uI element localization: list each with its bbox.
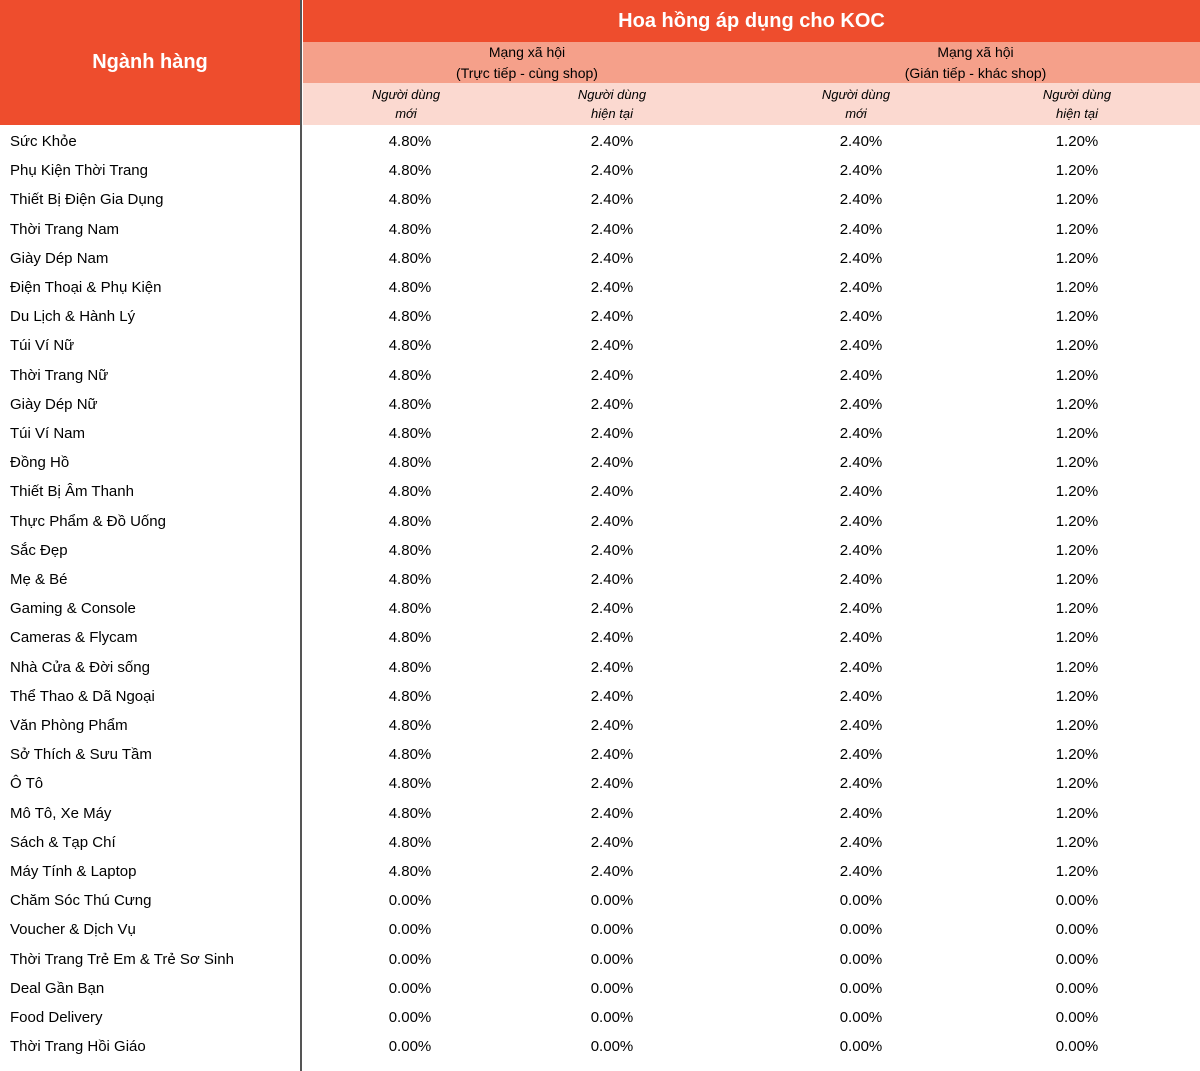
direct-new-user-cell: 4.80% xyxy=(388,542,432,559)
indirect-new-user-cell: 2.40% xyxy=(839,396,883,413)
category-header-label: Ngành hàng xyxy=(92,51,208,73)
indirect-new-user-cell: 0.00% xyxy=(839,980,883,997)
direct-new-user-cell: 4.80% xyxy=(388,454,432,471)
indirect-new-user-cell: 2.40% xyxy=(839,542,883,559)
category-name: Sức Khỏe xyxy=(10,133,77,150)
table-row xyxy=(0,566,1200,595)
indirect-existing-user-cell: 1.20% xyxy=(1055,250,1099,267)
table-row xyxy=(0,654,1200,683)
indirect-new-user-cell: 2.40% xyxy=(839,746,883,763)
category-name: Văn Phòng Phẩm xyxy=(10,717,128,734)
direct-new-user-cell: 4.80% xyxy=(388,483,432,500)
indirect-new-user-cell: 2.40% xyxy=(839,308,883,325)
indirect-existing-user-cell: 1.20% xyxy=(1055,746,1099,763)
direct-existing-user-cell: 2.40% xyxy=(590,425,634,442)
direct-new-user-cell: 4.80% xyxy=(388,308,432,325)
direct-existing-user-cell: 2.40% xyxy=(590,513,634,530)
table-row xyxy=(0,274,1200,303)
direct-existing-user-cell: 2.40% xyxy=(590,600,634,617)
direct-new-user-cell: 0.00% xyxy=(388,1009,432,1026)
category-name: Ô Tô xyxy=(10,775,44,792)
direct-existing-user-cell: 2.40% xyxy=(590,396,634,413)
direct-new-user-cell: 0.00% xyxy=(388,1038,432,1055)
indirect-new-user-cell: 2.40% xyxy=(839,483,883,500)
direct-existing-user-cell: 2.40% xyxy=(590,221,634,238)
direct-new-user-cell: 4.80% xyxy=(388,746,432,763)
table-row xyxy=(0,537,1200,566)
table-row xyxy=(0,858,1200,887)
sub-header-line1: Người dùng xyxy=(371,87,441,102)
table-row xyxy=(0,887,1200,916)
table-row xyxy=(0,332,1200,361)
direct-new-user-cell: 4.80% xyxy=(388,513,432,530)
table-row xyxy=(0,157,1200,186)
direct-existing-user-cell: 2.40% xyxy=(590,483,634,500)
direct-new-user-cell: 4.80% xyxy=(388,629,432,646)
table-row xyxy=(0,800,1200,829)
table-row xyxy=(0,478,1200,507)
category-name: Thiết Bị Điện Gia Dụng xyxy=(10,191,164,208)
indirect-existing-user-cell: 0.00% xyxy=(1055,1038,1099,1055)
indirect-existing-user-cell: 0.00% xyxy=(1055,921,1099,938)
category-name: Cameras & Flycam xyxy=(10,629,138,646)
indirect-new-user-cell: 2.40% xyxy=(839,221,883,238)
category-name: Thời Trang Nữ xyxy=(10,367,109,384)
indirect-new-user-cell: 0.00% xyxy=(839,1009,883,1026)
indirect-new-user-cell: 2.40% xyxy=(839,805,883,822)
table-row xyxy=(0,391,1200,420)
user-type-header-row xyxy=(303,83,1200,125)
category-name: Thời Trang Trẻ Em & Trẻ Sơ Sinh xyxy=(10,951,234,968)
indirect-existing-user-cell: 1.20% xyxy=(1055,221,1099,238)
table-row xyxy=(0,186,1200,215)
indirect-social-group-header xyxy=(751,42,1200,83)
indirect-new-user-cell: 2.40% xyxy=(839,717,883,734)
category-name: Mẹ & Bé xyxy=(10,571,68,588)
direct-existing-user-cell: 2.40% xyxy=(590,775,634,792)
table-row xyxy=(0,216,1200,245)
direct-social-group-header xyxy=(303,42,751,83)
indirect-new-user-cell: 2.40% xyxy=(839,133,883,150)
category-name: Du Lịch & Hành Lý xyxy=(10,308,136,325)
indirect-new-user-cell: 2.40% xyxy=(839,863,883,880)
sub-header-line2: hiện tại xyxy=(591,106,633,121)
direct-existing-user-cell: 2.40% xyxy=(590,250,634,267)
indirect-existing-user-cell: 1.20% xyxy=(1055,483,1099,500)
table-row xyxy=(0,624,1200,653)
direct-existing-user-cell: 2.40% xyxy=(590,191,634,208)
table-row xyxy=(0,420,1200,449)
table-row xyxy=(0,303,1200,332)
indirect-existing-user-cell: 1.20% xyxy=(1055,396,1099,413)
category-name: Thời Trang Hồi Giáo xyxy=(10,1038,146,1055)
indirect-existing-user-cell: 1.20% xyxy=(1055,600,1099,617)
indirect-new-user-cell: 0.00% xyxy=(839,921,883,938)
category-name: Máy Tính & Laptop xyxy=(10,863,137,880)
table-row xyxy=(0,1004,1200,1033)
direct-group-line1: Mạng xã hội xyxy=(488,43,566,60)
indirect-new-user-cell: 2.40% xyxy=(839,454,883,471)
category-name: Thực Phẩm & Đồ Uống xyxy=(10,513,166,530)
indirect-existing-user-cell: 1.20% xyxy=(1055,425,1099,442)
direct-new-user-cell: 4.80% xyxy=(388,659,432,676)
table-row xyxy=(0,946,1200,975)
category-name: Mô Tô, Xe Máy xyxy=(10,805,112,822)
direct-existing-user-cell: 0.00% xyxy=(590,921,634,938)
table-row xyxy=(0,712,1200,741)
category-name: Chăm Sóc Thú Cưng xyxy=(10,892,152,909)
direct-new-user-cell: 4.80% xyxy=(388,571,432,588)
indirect-existing-user-header xyxy=(1027,83,1127,125)
direct-new-user-cell: 4.80% xyxy=(388,162,432,179)
direct-new-user-cell: 4.80% xyxy=(388,834,432,851)
sub-header-line2: hiện tại xyxy=(1056,106,1098,121)
direct-new-user-cell: 4.80% xyxy=(388,425,432,442)
category-name: Giày Dép Nữ xyxy=(10,396,98,413)
direct-group-line2: (Trực tiếp - cùng shop) xyxy=(456,64,598,81)
direct-new-user-cell: 4.80% xyxy=(388,863,432,880)
indirect-existing-user-cell: 1.20% xyxy=(1055,279,1099,296)
direct-new-user-header xyxy=(356,83,456,125)
direct-existing-user-cell: 2.40% xyxy=(590,746,634,763)
direct-existing-user-cell: 2.40% xyxy=(590,308,634,325)
direct-existing-user-cell: 0.00% xyxy=(590,1038,634,1055)
indirect-existing-user-cell: 1.20% xyxy=(1055,629,1099,646)
category-name: Sách & Tạp Chí xyxy=(10,834,116,851)
table-row xyxy=(0,245,1200,274)
indirect-existing-user-cell: 0.00% xyxy=(1055,1009,1099,1026)
indirect-existing-user-cell: 1.20% xyxy=(1055,688,1099,705)
indirect-new-user-cell: 2.40% xyxy=(839,571,883,588)
direct-existing-user-cell: 2.40% xyxy=(590,629,634,646)
table-row xyxy=(0,770,1200,799)
category-name: Deal Gần Bạn xyxy=(10,980,105,997)
table-row xyxy=(0,683,1200,712)
category-name: Thể Thao & Dã Ngoại xyxy=(10,688,155,705)
direct-new-user-cell: 4.80% xyxy=(388,775,432,792)
indirect-new-user-cell: 2.40% xyxy=(839,337,883,354)
direct-new-user-cell: 4.80% xyxy=(388,396,432,413)
direct-existing-user-cell: 0.00% xyxy=(590,892,634,909)
direct-existing-user-cell: 2.40% xyxy=(590,133,634,150)
category-name: Túi Ví Nữ xyxy=(10,337,75,354)
indirect-new-user-cell: 0.00% xyxy=(839,1038,883,1055)
indirect-existing-user-cell: 1.20% xyxy=(1055,659,1099,676)
direct-new-user-cell: 4.80% xyxy=(388,221,432,238)
table-row xyxy=(0,362,1200,391)
indirect-new-user-cell: 2.40% xyxy=(839,513,883,530)
direct-new-user-cell: 4.80% xyxy=(388,191,432,208)
direct-existing-user-cell: 2.40% xyxy=(590,717,634,734)
indirect-existing-user-cell: 1.20% xyxy=(1055,513,1099,530)
direct-existing-user-cell: 2.40% xyxy=(590,162,634,179)
indirect-new-user-cell: 2.40% xyxy=(839,367,883,384)
commission-title: Hoa hồng áp dụng cho KOC xyxy=(618,9,885,32)
indirect-existing-user-cell: 1.20% xyxy=(1055,542,1099,559)
indirect-existing-user-cell: 1.20% xyxy=(1055,191,1099,208)
direct-existing-user-cell: 2.40% xyxy=(590,834,634,851)
indirect-new-user-cell: 2.40% xyxy=(839,250,883,267)
direct-new-user-cell: 4.80% xyxy=(388,133,432,150)
category-name: Giày Dép Nam xyxy=(10,250,109,267)
category-name: Thời Trang Nam xyxy=(10,221,120,238)
direct-existing-user-cell: 2.40% xyxy=(590,688,634,705)
direct-existing-user-cell: 2.40% xyxy=(590,337,634,354)
direct-existing-user-cell: 0.00% xyxy=(590,1009,634,1026)
indirect-new-user-cell: 0.00% xyxy=(839,951,883,968)
table-row xyxy=(0,449,1200,478)
direct-existing-user-header xyxy=(562,83,662,125)
indirect-existing-user-cell: 1.20% xyxy=(1055,367,1099,384)
commission-title-header xyxy=(303,0,1200,42)
category-name: Sở Thích & Sưu Tầm xyxy=(10,746,152,763)
indirect-existing-user-cell: 1.20% xyxy=(1055,571,1099,588)
category-name: Sắc Đẹp xyxy=(10,542,68,559)
category-name: Voucher & Dịch Vụ xyxy=(10,921,136,938)
direct-new-user-cell: 0.00% xyxy=(388,980,432,997)
direct-new-user-cell: 4.80% xyxy=(388,279,432,296)
indirect-existing-user-cell: 1.20% xyxy=(1055,717,1099,734)
indirect-existing-user-cell: 1.20% xyxy=(1055,308,1099,325)
category-name: Túi Ví Nam xyxy=(10,425,86,442)
indirect-new-user-cell: 2.40% xyxy=(839,279,883,296)
table-row xyxy=(0,741,1200,770)
category-column-header xyxy=(0,0,300,125)
category-name: Food Delivery xyxy=(10,1009,103,1026)
indirect-new-user-header xyxy=(806,83,906,125)
table-row xyxy=(0,1033,1200,1062)
indirect-group-line2: (Gián tiếp - khác shop) xyxy=(904,64,1047,81)
sub-header-line2: mới xyxy=(845,106,867,121)
table-row xyxy=(0,128,1200,157)
sub-header-line2: mới xyxy=(395,106,417,121)
direct-new-user-cell: 4.80% xyxy=(388,805,432,822)
direct-existing-user-cell: 2.40% xyxy=(590,659,634,676)
category-name: Thiết Bị Âm Thanh xyxy=(10,483,134,500)
table-row xyxy=(0,916,1200,945)
direct-new-user-cell: 4.80% xyxy=(388,600,432,617)
direct-existing-user-cell: 2.40% xyxy=(590,454,634,471)
indirect-existing-user-cell: 1.20% xyxy=(1055,863,1099,880)
indirect-new-user-cell: 2.40% xyxy=(839,425,883,442)
indirect-new-user-cell: 2.40% xyxy=(839,775,883,792)
table-row xyxy=(0,508,1200,537)
direct-existing-user-cell: 2.40% xyxy=(590,571,634,588)
direct-new-user-cell: 0.00% xyxy=(388,951,432,968)
direct-existing-user-cell: 2.40% xyxy=(590,805,634,822)
direct-new-user-cell: 4.80% xyxy=(388,717,432,734)
direct-new-user-cell: 4.80% xyxy=(388,688,432,705)
indirect-new-user-cell: 2.40% xyxy=(839,834,883,851)
indirect-existing-user-cell: 1.20% xyxy=(1055,133,1099,150)
direct-existing-user-cell: 2.40% xyxy=(590,367,634,384)
sub-header-line1: Người dùng xyxy=(1042,87,1112,102)
table-row xyxy=(0,829,1200,858)
direct-existing-user-cell: 0.00% xyxy=(590,980,634,997)
indirect-existing-user-cell: 0.00% xyxy=(1055,951,1099,968)
indirect-existing-user-cell: 0.00% xyxy=(1055,892,1099,909)
direct-existing-user-cell: 2.40% xyxy=(590,863,634,880)
indirect-new-user-cell: 2.40% xyxy=(839,191,883,208)
table-row xyxy=(0,975,1200,1004)
category-name: Phụ Kiện Thời Trang xyxy=(10,162,148,179)
indirect-existing-user-cell: 1.20% xyxy=(1055,337,1099,354)
direct-existing-user-cell: 2.40% xyxy=(590,279,634,296)
indirect-existing-user-cell: 1.20% xyxy=(1055,805,1099,822)
indirect-new-user-cell: 2.40% xyxy=(839,688,883,705)
direct-new-user-cell: 4.80% xyxy=(388,367,432,384)
direct-new-user-cell: 0.00% xyxy=(388,921,432,938)
direct-new-user-cell: 4.80% xyxy=(388,337,432,354)
sub-header-line1: Người dùng xyxy=(577,87,647,102)
indirect-existing-user-cell: 1.20% xyxy=(1055,162,1099,179)
indirect-existing-user-cell: 1.20% xyxy=(1055,775,1099,792)
direct-new-user-cell: 4.80% xyxy=(388,250,432,267)
category-name: Đồng Hồ xyxy=(10,454,70,471)
direct-existing-user-cell: 2.40% xyxy=(590,542,634,559)
indirect-existing-user-cell: 1.20% xyxy=(1055,454,1099,471)
indirect-new-user-cell: 2.40% xyxy=(839,629,883,646)
indirect-new-user-cell: 2.40% xyxy=(839,600,883,617)
indirect-existing-user-cell: 1.20% xyxy=(1055,834,1099,851)
sub-header-line1: Người dùng xyxy=(821,87,891,102)
indirect-existing-user-cell: 0.00% xyxy=(1055,980,1099,997)
category-name: Nhà Cửa & Đời sống xyxy=(10,659,150,676)
indirect-new-user-cell: 2.40% xyxy=(839,162,883,179)
indirect-group-line1: Mạng xã hội xyxy=(937,43,1014,60)
direct-new-user-cell: 0.00% xyxy=(388,892,432,909)
category-name: Gaming & Console xyxy=(10,600,136,617)
indirect-new-user-cell: 0.00% xyxy=(839,892,883,909)
direct-existing-user-cell: 0.00% xyxy=(590,951,634,968)
table-row xyxy=(0,595,1200,624)
category-name: Điện Thoại & Phụ Kiện xyxy=(10,279,162,296)
indirect-new-user-cell: 2.40% xyxy=(839,659,883,676)
